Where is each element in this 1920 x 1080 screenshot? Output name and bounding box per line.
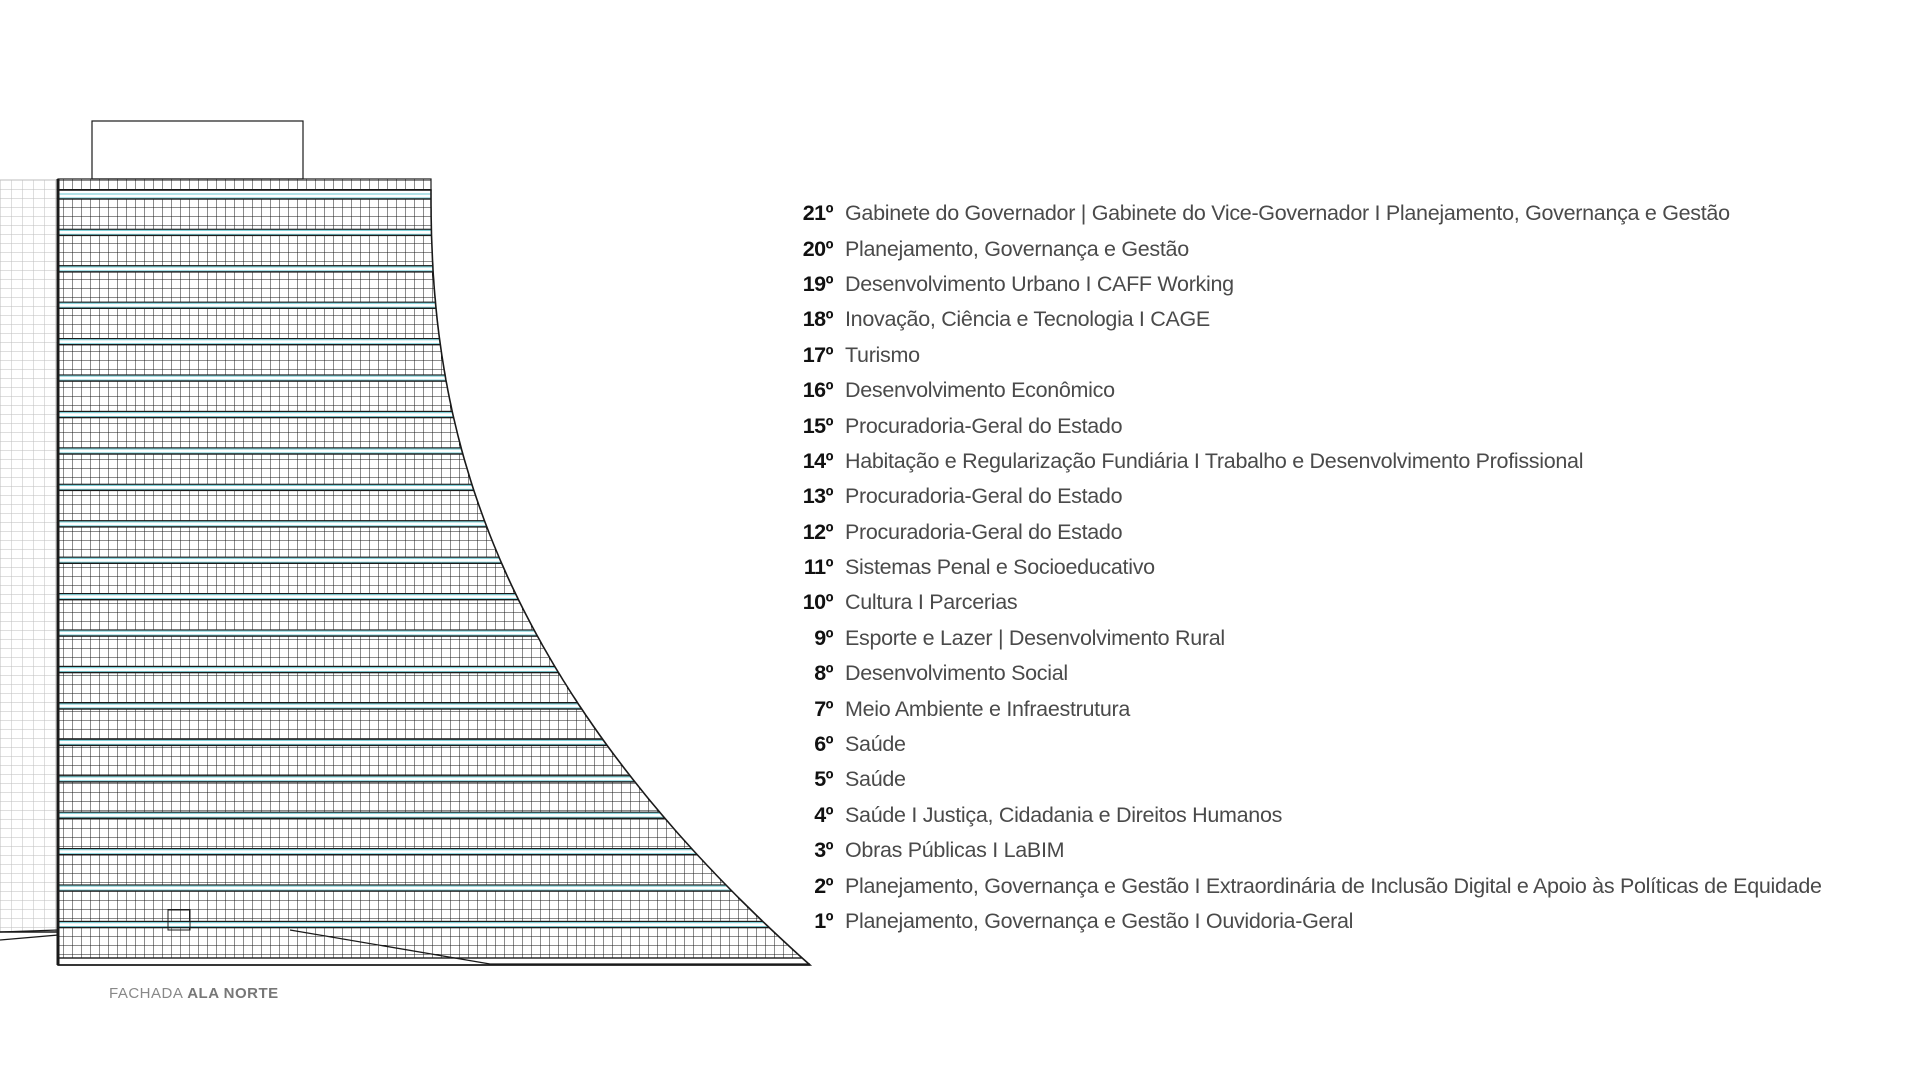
floor-number: 9º (814, 625, 833, 650)
floor-window-grid (58, 490, 810, 520)
floor-description: Planejamento, Governança e Gestão (845, 236, 1189, 261)
floor-number: 21º (802, 201, 833, 226)
floor-description: Planejamento, Governança e Gestão I Ouvidoria-Geral (845, 909, 1354, 933)
floor-row (760, 727, 1822, 762)
floor-description: Desenvolvimento Social (845, 661, 1068, 686)
floor-number: 6º (814, 732, 833, 757)
floor-description: Desenvolvimento Econômico (845, 378, 1115, 403)
floor-description: Esporte e Lazer | Desenvolvimento Rural (845, 625, 1225, 650)
floor-description: Saúde (845, 767, 906, 792)
floor-row (760, 267, 1822, 302)
floor-number: 17º (802, 342, 833, 367)
floor-description: Procuradoria-Geral do Estado (845, 519, 1123, 544)
floor-window-grid (58, 199, 810, 229)
floor-number: 4º (814, 802, 833, 827)
floor-description: Desenvolvimento Urbano I CAFF Working (845, 271, 1234, 296)
floor-window-grid (58, 818, 810, 848)
floor-window-grid (58, 928, 810, 958)
floor-number: 18º (802, 307, 833, 332)
floor-description: Procuradoria-Geral do Estado (845, 484, 1123, 509)
floor-number: 13º (802, 484, 833, 509)
floor-row (760, 479, 1822, 514)
floor-slab (58, 850, 810, 854)
floor-window-grid (58, 235, 810, 265)
floor-row (760, 373, 1822, 408)
floor-row (760, 515, 1822, 550)
floor-description: Inovação, Ciência e Tecnologia I CAGE (845, 307, 1210, 332)
tower-body (58, 194, 810, 958)
floor-number: 7º (814, 696, 833, 721)
floor-description: Turismo (845, 342, 920, 367)
floor-slab (58, 813, 810, 817)
floor-slab (58, 267, 810, 271)
floor-number: 20º (802, 236, 833, 261)
floor-row (760, 196, 1822, 231)
floor-window-grid (58, 308, 810, 338)
floor-row (760, 691, 1822, 726)
floor-row (760, 231, 1822, 266)
floor-window-grid (58, 782, 810, 812)
side-wing (0, 180, 58, 932)
facade-caption (109, 985, 279, 1002)
floor-description: Meio Ambiente e Infraestrutura (845, 696, 1130, 721)
floor-number: 5º (814, 767, 833, 792)
floor-window-grid (58, 454, 810, 484)
floor-slab (58, 631, 810, 635)
floor-row (760, 550, 1822, 585)
caption-prefix: FACHADA (109, 985, 183, 1002)
floor-description: Procuradoria-Geral do Estado (845, 413, 1123, 438)
floor-slab (58, 413, 810, 417)
floor-row (760, 621, 1822, 656)
floor-row (760, 656, 1822, 691)
building-facade-drawing (0, 0, 820, 980)
floor-number: 11º (803, 555, 833, 580)
floor-description: Saúde I Justiça, Cidadania e Direitos Humanos (845, 802, 1283, 827)
floor-directory (760, 196, 1822, 939)
caption-wing-name: ALA NORTE (187, 985, 279, 1002)
floor-slab (58, 376, 810, 380)
floor-number: 19º (802, 271, 833, 296)
floor-row (760, 904, 1822, 939)
floor-row (760, 302, 1822, 337)
floor-description: Obras Públicas I LaBIM (845, 838, 1065, 863)
floor-description: Saúde (845, 732, 906, 757)
floor-number: 10º (802, 590, 833, 615)
floor-window-grid (58, 563, 810, 593)
floor-row (760, 762, 1822, 797)
floor-row (760, 338, 1822, 373)
floor-number: 15º (802, 413, 833, 438)
floor-row (760, 798, 1822, 833)
floor-description: Habitação e Regularização Fundiária I Trabalho e Desenvolvimento Profissional (845, 448, 1584, 473)
floor-description: Gabinete do Governador | Gabinete do Vice-Governador I Planejamento, Governança e Gestão (845, 201, 1730, 226)
floor-window-grid (58, 745, 810, 775)
floor-row (760, 833, 1822, 868)
floor-slab (58, 704, 810, 708)
floor-row (760, 444, 1822, 479)
floor-number: 8º (814, 661, 833, 686)
floor-bands (58, 194, 810, 958)
floor-number: 2º (814, 873, 833, 898)
floor-number: 14º (802, 448, 833, 473)
floor-number: 1º (814, 909, 833, 933)
floor-slab (58, 449, 810, 453)
floor-description: Cultura I Parcerias (845, 590, 1018, 615)
floor-slab (58, 777, 810, 781)
floor-slab (58, 668, 810, 672)
floor-slab (58, 740, 810, 744)
floor-window-grid (58, 600, 810, 630)
floor-row (760, 868, 1822, 903)
floor-description: Sistemas Penal e Socioeducativo (845, 555, 1155, 580)
floor-window-grid (58, 381, 810, 411)
rooftop-penthouse (92, 121, 303, 179)
floor-number: 3º (814, 838, 833, 863)
floor-window-grid (58, 418, 810, 448)
floor-slab (58, 485, 810, 489)
floor-slab (58, 558, 810, 562)
floor-slab (58, 194, 810, 198)
floor-number: 16º (802, 378, 833, 403)
floor-window-grid (58, 709, 810, 739)
floor-window-grid (58, 345, 810, 375)
floor-window-grid (58, 891, 810, 921)
floor-slab (58, 886, 810, 890)
floor-slab (58, 303, 810, 307)
roof-parapet (58, 179, 431, 190)
floor-slab (58, 595, 810, 599)
floor-description: Planejamento, Governança e Gestão I Extraordinária de Inclusão Digital e Apoio às Políticas de Equidade (845, 873, 1822, 898)
floor-slab (58, 522, 810, 526)
floor-slab (58, 230, 810, 234)
floor-slab (58, 923, 810, 927)
floor-window-grid (58, 636, 810, 666)
floor-window-grid (58, 855, 810, 885)
floor-row (760, 408, 1822, 443)
floor-window-grid (58, 527, 810, 557)
floor-window-grid (58, 673, 810, 703)
floor-row (760, 585, 1822, 620)
floor-number: 12º (802, 519, 833, 544)
floor-slab (58, 340, 810, 344)
